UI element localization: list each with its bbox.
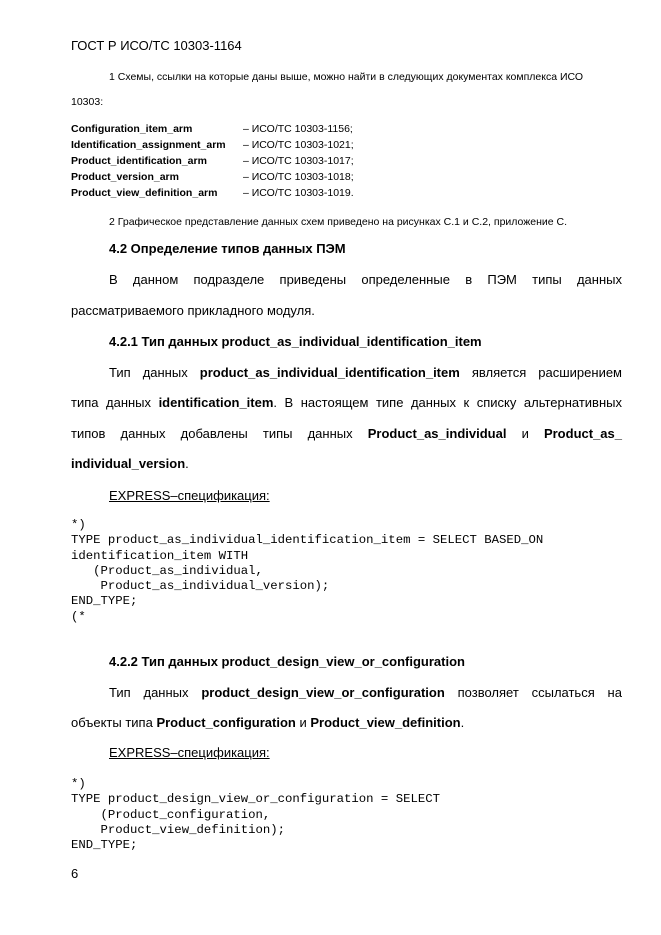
section-4-2-1-line-3 [71,426,622,441]
schema-name: Configuration_item_arm [71,123,193,135]
note-2: 2 Графическое представление данных схем приведено на рисунках С.1 и С.2, приложение С. [109,216,568,228]
text: Тип данных [109,685,189,700]
text: . [185,456,189,471]
text: позволяет ссылаться на [457,685,622,700]
schema-ref: – ИСО/ТС 10303-1019. [243,187,354,199]
section-4-2-para-line-1: В данном подразделе приведены определенные в ПЭМ типы данных [109,272,622,287]
section-4-2-2-heading: 4.2.2 Тип данных product_design_view_or_configuration [109,654,465,669]
document-header: ГОСТ Р ИСО/ТС 10303-1164 [71,38,242,53]
express-spec-label: EXPRESS–спецификация: [109,745,270,760]
schema-name: Identification_assignment_arm [71,139,226,151]
text: . [460,715,465,730]
text: типа данных [71,395,152,410]
express-code-block: *) TYPE product_design_view_or_configuration = SELECT (Product_configuration, Product_view_definition); END_TYPE; [71,777,440,853]
section-4-2-heading: 4.2 Определение типов данных ПЭМ [109,241,346,256]
text: и [299,715,307,730]
section-4-2-2-line-2 [71,715,464,730]
section-4-2-1-line-4 [71,456,189,471]
text: является расширением [471,365,622,380]
text: типов данных добавлены типы данных [71,426,353,441]
schema-ref: – ИСО/ТС 10303-1021; [243,139,354,151]
type-name: Product_view_definition [310,715,461,730]
schema-name: Product_identification_arm [71,155,207,167]
type-name: Product_as_ [543,426,622,441]
section-4-2-2-line-1 [109,685,622,700]
text: . В настоящем типе данных к списку альтернативных [273,395,622,410]
page-number: 6 [71,866,79,881]
type-name: Product_configuration [156,715,296,730]
schema-name: Product_view_definition_arm [71,187,218,199]
note-1-line-2: 10303: [71,96,104,108]
section-4-2-1-line-2 [71,395,622,410]
section-4-2-1-line-1 [109,365,622,380]
text: и [521,426,529,441]
note-1-line-1: 1 Схемы, ссылки на которые даны выше, можно найти в следующих документах комплекса ИСО [109,71,584,83]
type-name: product_as_individual_identification_item [199,365,460,380]
express-code-block: *) TYPE product_as_individual_identification_item = SELECT BASED_ON identification_item WITH (Product_as_individual, Product_as_individual_version); END_TYPE; (* [71,518,544,624]
section-4-2-1-heading: 4.2.1 Тип данных product_as_individual_identification_item [109,334,482,349]
schema-ref: – ИСО/ТС 10303-1018; [243,171,354,183]
section-4-2-para-line-2: рассматриваемого прикладного модуля. [71,303,315,318]
type-name: product_design_view_or_configuration [201,685,445,700]
express-spec-label: EXPRESS–спецификация: [109,488,270,503]
type-name: individual_version [71,456,186,471]
text: объекты типа [71,715,153,730]
schema-ref: – ИСО/ТС 10303-1156; [243,123,353,135]
schema-ref: – ИСО/ТС 10303-1017; [243,155,354,167]
type-name: identification_item [158,395,274,410]
text: Тип данных [109,365,188,380]
schema-name: Product_version_arm [71,171,179,183]
type-name: Product_as_individual [367,426,507,441]
